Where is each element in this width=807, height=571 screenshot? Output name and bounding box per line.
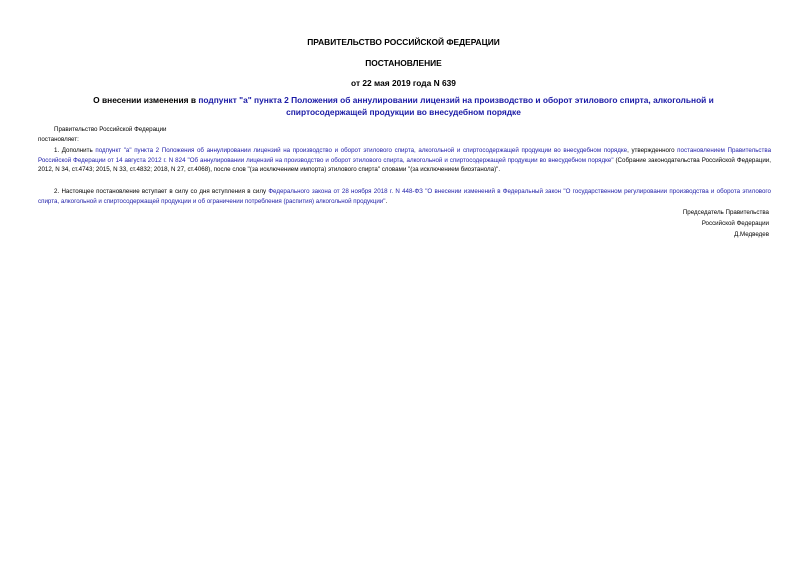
document-type-heading: ПОСТАНОВЛЕНИЕ: [365, 58, 442, 68]
p2-tail: .: [385, 197, 388, 205]
signature-org: Российской Федерации: [701, 220, 769, 227]
title-prefix: О внесении изменения в: [93, 95, 199, 105]
issuer-line: Правительство Российской Федерации: [54, 126, 167, 133]
signature-name: Д.Медведев: [734, 231, 769, 238]
p1-link-subclause[interactable]: подпункт "а" пункта 2 Положения об аннулировании лицензий на производство и оборот этилового спирта, алкогольной и спиртосодержащей продукции во внесудебном порядке: [95, 147, 628, 154]
paragraph-2: [38, 187, 771, 206]
document-title: [60, 95, 747, 118]
title-link[interactable]: подпункт "а" пункта 2 Положения об аннулировании лицензий на производство и оборот этилового спирта, алкогольной и спиртосодержащей продукции во внесудебном порядке: [198, 95, 714, 117]
paragraph-1: [38, 146, 771, 175]
p1-lead: 1. Дополнить: [54, 147, 96, 154]
p2-link-federal-law[interactable]: Федерального закона от 28 ноября 2018 г. N 448-ФЗ "О внесении изменений в Федеральный закон "О государственном регулировании производства и оборота этилового спирта, алкогольной и спиртосодержащей продукции и об ограничении потребления (распития) алкогольной продукции": [38, 188, 771, 205]
p1-tail: (Собрание законодательства Российской Федерации, 2012, N 34, ст.4743; 2015, N 33, ст.4832; 2018, N 27, ст.4068), после слов "(за исключением импорта) этилового спирта" словами "(за исключением биоэтанола)".: [38, 156, 771, 174]
signature-title: Председатель Правительства: [682, 209, 769, 216]
p1-mid: , утвержденного: [627, 147, 678, 154]
date-number-heading: от 22 мая 2019 года N 639: [351, 78, 456, 88]
p2-lead: 2. Настоящее постановление вступает в силу со дня вступления в силу: [54, 188, 269, 195]
government-heading: ПРАВИТЕЛЬСТВО РОССИЙСКОЙ ФЕДЕРАЦИИ: [307, 37, 500, 47]
decrees-line: постановляет:: [38, 136, 79, 143]
p1-link-decree[interactable]: постановлением Правительства Российской Федерации от 14 августа 2012 г. N 824 "Об аннулировании лицензий на производство и оборот этилового спирта, алкогольной и спиртосодержащей продукции во внесудебном порядке": [38, 147, 772, 164]
